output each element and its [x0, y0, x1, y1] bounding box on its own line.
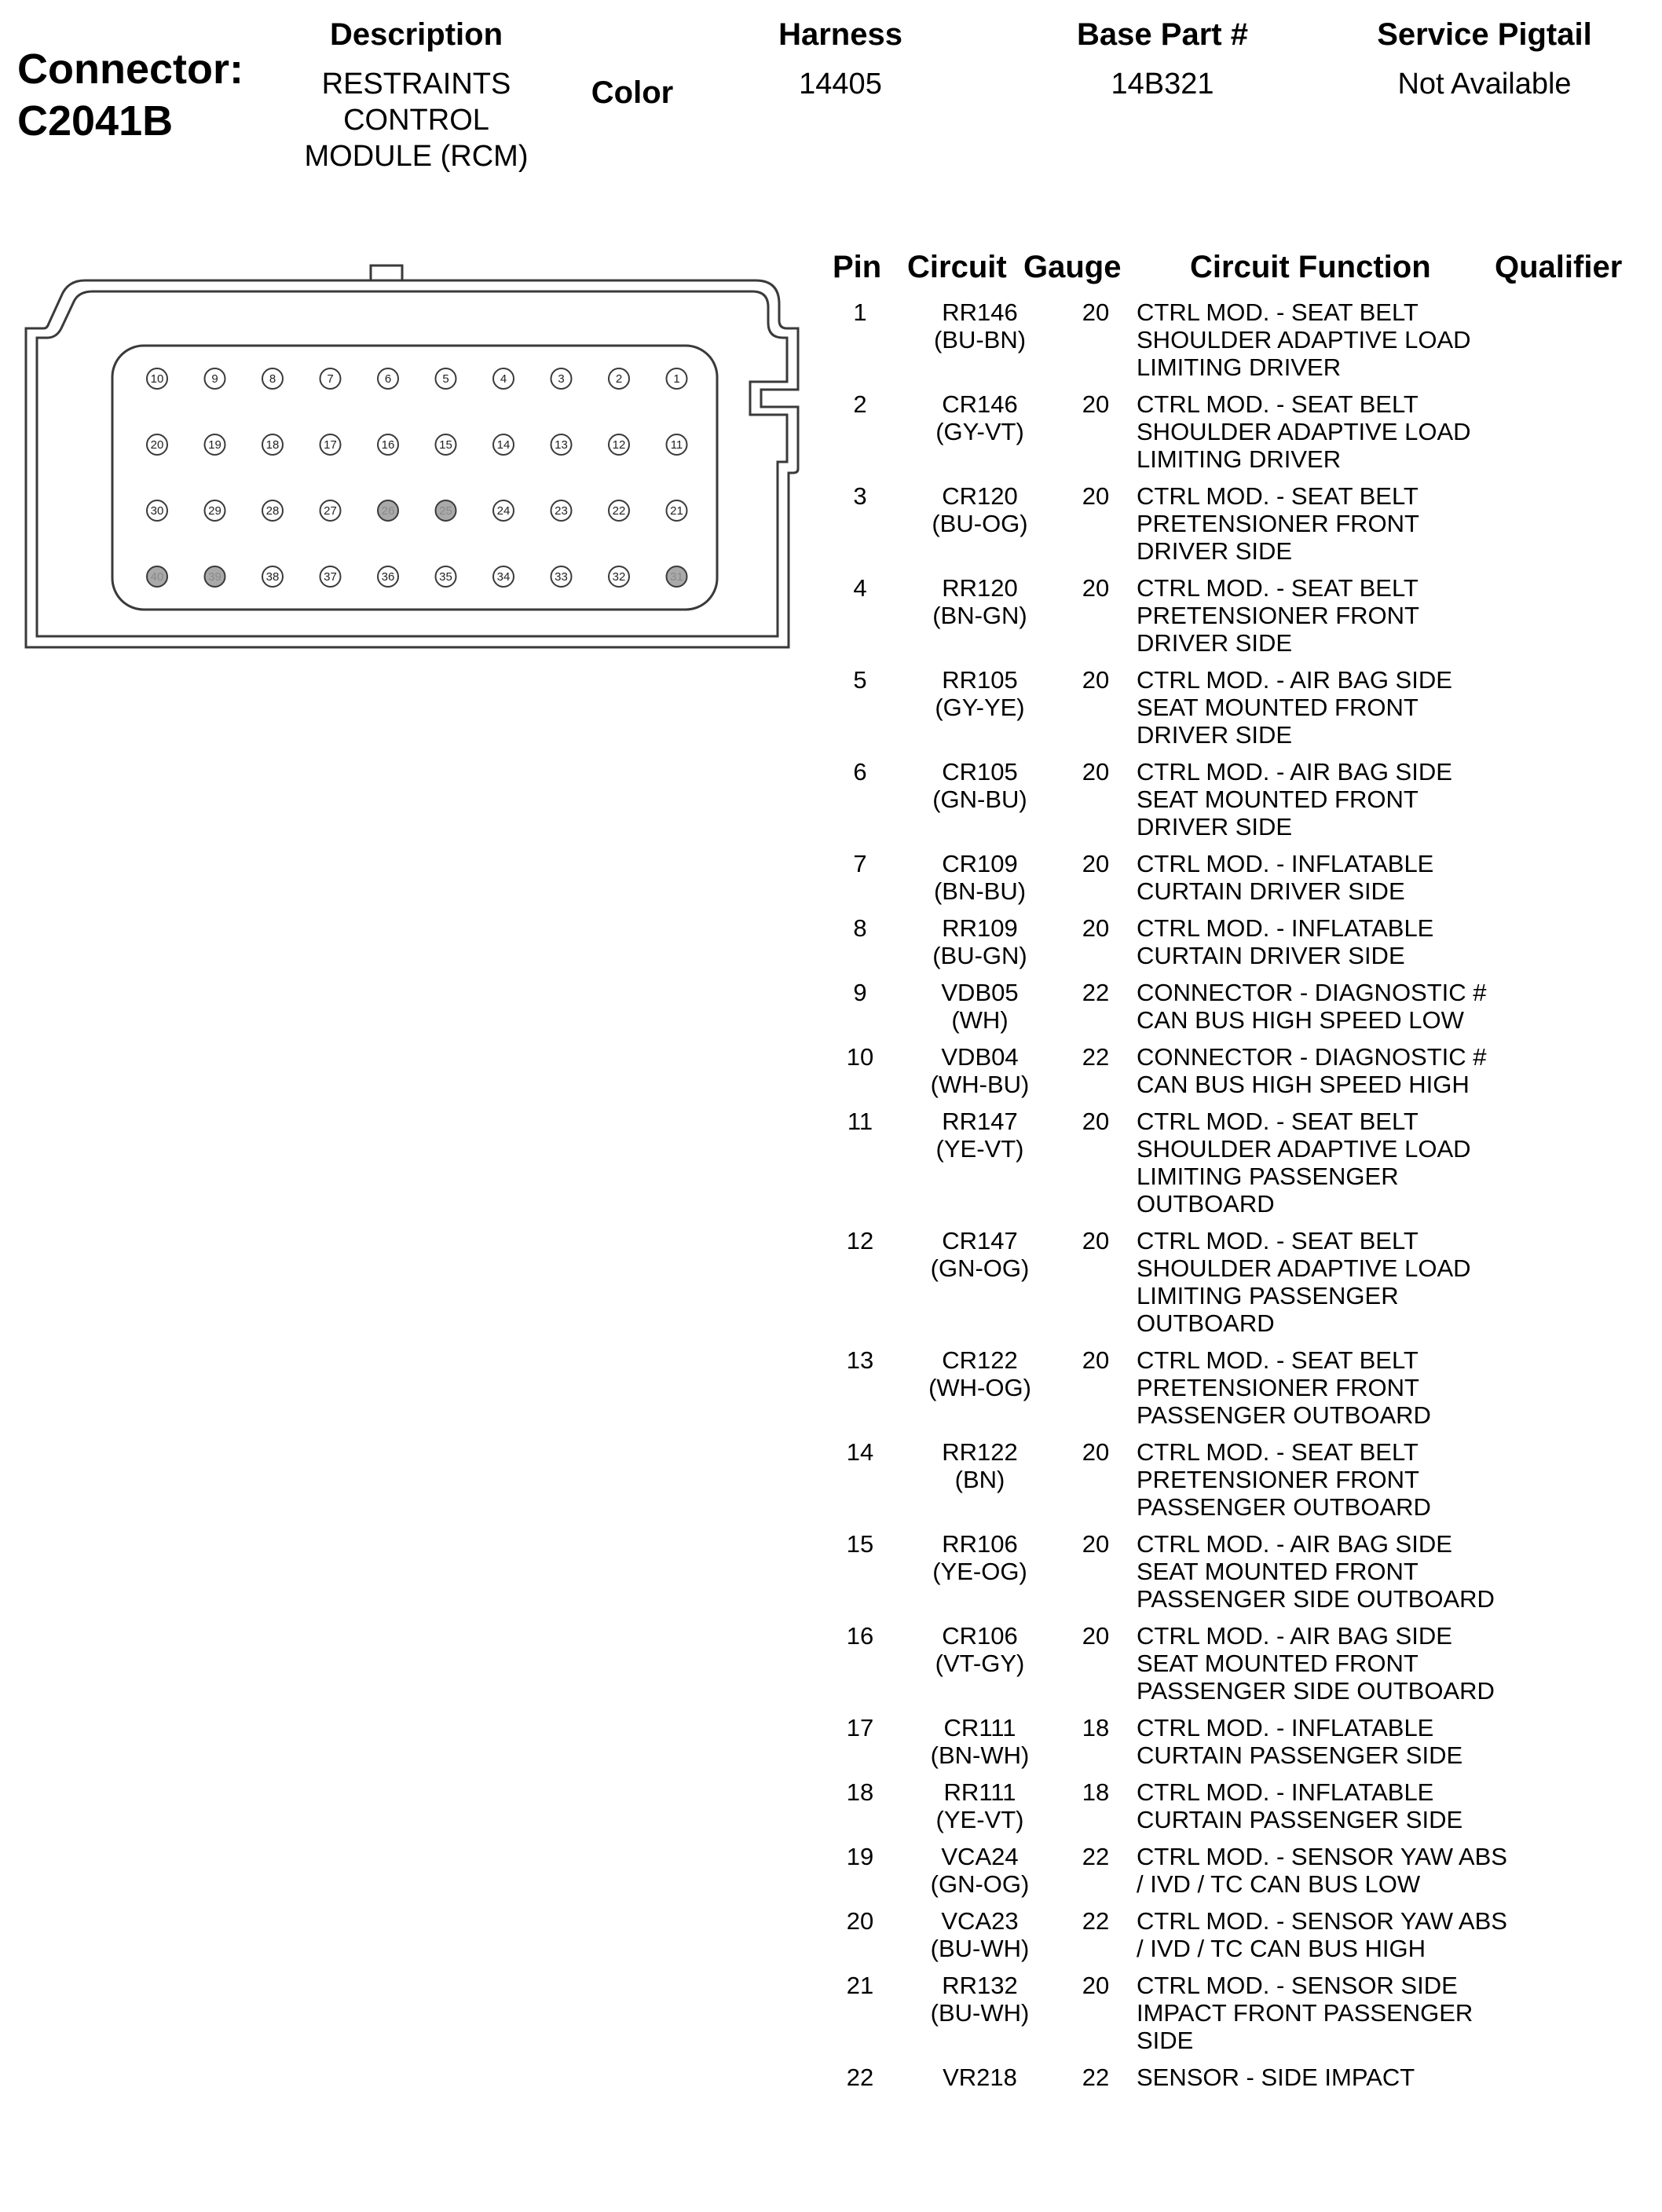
pin-number: 17 — [846, 1714, 874, 1741]
wire-color: (BU-WH) — [930, 1935, 1030, 1962]
pin-cavity-label: 15 — [439, 438, 452, 452]
connector-id: C2041B — [17, 97, 174, 145]
wire-color: (GN-BU) — [932, 786, 1027, 813]
circuit-id: RR146 — [942, 298, 1018, 326]
pin-number: 5 — [853, 666, 867, 694]
wire-color: (BN) — [954, 1466, 1005, 1493]
circuit-function: CTRL MOD. - SEAT BELT SHOULDER ADAPTIVE LOAD LIMITING PASSENGER OUTBOARD — [1137, 1227, 1471, 1337]
pin-cavity-label: 35 — [439, 570, 452, 584]
wire-color: (BU-GN) — [932, 942, 1027, 969]
pin-cavity-label: 14 — [496, 438, 511, 452]
pin-cavity-label: 24 — [496, 504, 511, 518]
pin-layer — [147, 368, 687, 587]
description-line: RESTRAINTS — [321, 68, 511, 101]
table-row — [821, 1778, 1653, 1843]
circuit-id: CR109 — [942, 850, 1018, 877]
pin-cavity-label: 29 — [208, 504, 221, 518]
wire-color: (WH-OG) — [928, 1374, 1031, 1401]
pin-cavity-label: 32 — [612, 570, 626, 584]
circuit-cell — [907, 1778, 1052, 1833]
base-part-value: 14B321 — [1111, 68, 1214, 101]
circuit-function: CTRL MOD. - SEAT BELT PRETENSIONER FRONT DRIVER SIDE — [1137, 574, 1419, 657]
table-row — [821, 298, 1653, 390]
description-value — [259, 66, 573, 174]
circuit-cell — [907, 1622, 1052, 1677]
circuit-function: CTRL MOD. - SENSOR YAW ABS / IVD / TC CAN BUS HIGH — [1137, 1907, 1507, 1962]
description-line: CONTROL — [343, 104, 489, 137]
circuit-cell — [907, 574, 1052, 629]
pin-cavity-label: 18 — [265, 438, 280, 452]
circuit-cell — [907, 914, 1052, 969]
wire-color: (BN-GN) — [932, 602, 1027, 629]
circuit-function: SENSOR - SIDE IMPACT — [1137, 2064, 1415, 2091]
gauge-value: 20 — [1082, 1438, 1110, 1466]
pin-cavity-label: 19 — [208, 438, 221, 452]
circuit-id: CR111 — [943, 1714, 1016, 1741]
gauge-value: 20 — [1082, 482, 1110, 510]
pin-number: 14 — [846, 1438, 874, 1466]
pin-number: 21 — [846, 1972, 874, 1999]
pin-number: 3 — [853, 482, 867, 510]
circuit-cell — [907, 1438, 1052, 1493]
pin-cavity-label: 20 — [150, 438, 164, 452]
circuit-id: CR105 — [942, 758, 1018, 786]
table-row — [821, 1843, 1653, 1907]
circuit-id: RR122 — [942, 1438, 1018, 1466]
circuit-cell — [907, 1714, 1052, 1769]
connector-label: Connector: — [17, 46, 243, 93]
pin-cavity-label: 28 — [265, 504, 280, 518]
circuit-function: CONNECTOR - DIAGNOSTIC # CAN BUS HIGH SPEED LOW — [1137, 979, 1487, 1034]
wire-color: (WH-BU) — [930, 1071, 1030, 1098]
pin-cavity-label: 1 — [673, 372, 680, 386]
table-row — [821, 1227, 1653, 1346]
circuit-cell — [907, 666, 1052, 721]
pin-number: 15 — [846, 1530, 874, 1558]
wire-color: (BU-OG) — [932, 510, 1028, 537]
pin-cavity-label: 16 — [381, 438, 395, 452]
pin-number: 11 — [847, 1108, 873, 1135]
pin-number: 22 — [846, 2064, 874, 2091]
pin-cavity-label: 25 — [439, 504, 452, 518]
circuit-cell — [907, 1907, 1052, 1962]
wire-color: (YE-OG) — [932, 1558, 1027, 1585]
harness-value: 14405 — [799, 68, 882, 101]
gauge-value: 18 — [1082, 1778, 1110, 1806]
pin-cavity-label: 13 — [555, 438, 568, 452]
gauge-value: 20 — [1082, 1530, 1110, 1558]
pin-number: 7 — [853, 850, 867, 877]
wire-color: (GN-OG) — [930, 1870, 1030, 1898]
gauge-value: 22 — [1082, 1907, 1110, 1935]
column-header-gauge: Gauge — [1023, 250, 1122, 284]
pin-cavity-label: 26 — [381, 504, 395, 518]
circuit-id: CR147 — [942, 1227, 1018, 1254]
wire-color: (WH) — [951, 1006, 1009, 1034]
wire-color: (GY-YE) — [935, 694, 1025, 721]
wire-color: (YE-VT) — [935, 1135, 1024, 1163]
circuit-id: RR106 — [942, 1530, 1018, 1558]
pin-cavity-label: 22 — [612, 504, 626, 518]
pin-cavity-label: 34 — [496, 570, 511, 584]
circuit-function: CTRL MOD. - SENSOR SIDE IMPACT FRONT PASSENGER SIDE — [1137, 1972, 1473, 2054]
color-header: Color — [591, 75, 674, 110]
circuit-id: CR120 — [942, 482, 1018, 510]
pin-cavity-label: 10 — [150, 372, 164, 386]
table-row — [821, 482, 1653, 574]
column-header-circuit-function: Circuit Function — [1190, 250, 1431, 284]
gauge-value: 20 — [1082, 1972, 1110, 1999]
pin-number: 8 — [853, 914, 867, 942]
table-row — [821, 2064, 1653, 2100]
pin-number: 18 — [846, 1778, 874, 1806]
circuit-function: CTRL MOD. - SEAT BELT PRETENSIONER FRONT PASSENGER OUTBOARD — [1137, 1438, 1431, 1521]
circuit-function: CTRL MOD. - AIR BAG SIDE SEAT MOUNTED FRONT DRIVER SIDE — [1137, 666, 1452, 749]
pin-number: 2 — [853, 390, 867, 418]
pin-cavity-label: 40 — [150, 570, 164, 584]
pin-cavity-label: 8 — [269, 372, 276, 386]
pin-cavity-label: 11 — [670, 438, 683, 452]
table-row — [821, 1043, 1653, 1108]
table-row — [821, 1972, 1653, 2064]
table-row — [821, 666, 1653, 758]
pin-number: 20 — [846, 1907, 874, 1935]
circuit-cell — [907, 1108, 1052, 1163]
gauge-value: 20 — [1082, 850, 1110, 877]
pin-number: 1 — [853, 298, 867, 326]
description-header: Description — [329, 17, 503, 52]
wire-color: (YE-VT) — [935, 1806, 1024, 1833]
circuit-id: CR122 — [942, 1346, 1018, 1374]
connector-latch-tab — [371, 266, 402, 280]
circuit-function: CTRL MOD. - AIR BAG SIDE SEAT MOUNTED FRONT PASSENGER SIDE OUTBOARD — [1137, 1622, 1495, 1705]
circuit-cell — [907, 1843, 1052, 1898]
circuit-id: VDB05 — [941, 979, 1019, 1006]
service-pigtail-value: Not Available — [1397, 68, 1572, 101]
table-row — [821, 390, 1653, 482]
table-row — [821, 574, 1653, 666]
circuit-cell — [907, 2064, 1052, 2091]
circuit-function: CTRL MOD. - INFLATABLE CURTAIN DRIVER SIDE — [1137, 914, 1434, 969]
circuit-function: CTRL MOD. - SEAT BELT PRETENSIONER FRONT DRIVER SIDE — [1137, 482, 1419, 565]
pin-cavity-label: 3 — [558, 372, 565, 386]
pin-cavity-label: 30 — [150, 504, 164, 518]
pin-cavity-label: 23 — [555, 504, 568, 518]
wire-color: (BN-WH) — [930, 1741, 1030, 1769]
circuit-function: CTRL MOD. - INFLATABLE CURTAIN DRIVER SIDE — [1137, 850, 1434, 905]
pin-cavity-label: 33 — [555, 570, 568, 584]
gauge-value: 20 — [1082, 390, 1110, 418]
pin-cavity-label: 2 — [615, 372, 623, 386]
gauge-value: 20 — [1082, 758, 1110, 786]
pin-number: 6 — [853, 758, 867, 786]
circuit-cell — [907, 1043, 1052, 1098]
circuit-cell — [907, 1346, 1052, 1401]
table-row — [821, 1108, 1653, 1227]
pin-number: 10 — [846, 1043, 874, 1071]
table-row — [821, 914, 1653, 979]
service-pigtail-header: Service Pigtail — [1377, 17, 1592, 52]
circuit-function: CTRL MOD. - SEAT BELT SHOULDER ADAPTIVE LOAD LIMITING DRIVER — [1137, 390, 1471, 473]
circuit-id: CR106 — [942, 1622, 1018, 1650]
pin-cavity-label: 38 — [265, 570, 280, 584]
pin-cavity-label: 9 — [211, 372, 218, 386]
table-row — [821, 1530, 1653, 1622]
circuit-function: CTRL MOD. - INFLATABLE CURTAIN PASSENGER SIDE — [1137, 1714, 1463, 1769]
circuit-id: VCA24 — [941, 1843, 1019, 1870]
base-part-header: Base Part # — [1077, 17, 1248, 52]
circuit-id: RR120 — [942, 574, 1018, 602]
circuit-function: CTRL MOD. - AIR BAG SIDE SEAT MOUNTED FRONT PASSENGER SIDE OUTBOARD — [1137, 1530, 1495, 1613]
circuit-cell — [907, 758, 1052, 813]
gauge-value: 20 — [1082, 1346, 1110, 1374]
pin-number: 16 — [846, 1622, 874, 1650]
circuit-function: CTRL MOD. - AIR BAG SIDE SEAT MOUNTED FRONT DRIVER SIDE — [1137, 758, 1452, 840]
pin-cavity-label: 7 — [327, 372, 334, 386]
connector-title — [17, 43, 243, 147]
circuit-id: RR132 — [942, 1972, 1018, 1999]
column-header-pin: Pin — [833, 250, 882, 284]
pin-cavity-label: 39 — [208, 570, 221, 584]
gauge-value: 20 — [1082, 1108, 1110, 1135]
column-header-qualifier: Qualifier — [1495, 250, 1623, 284]
circuit-id: VR218 — [943, 2064, 1017, 2091]
pin-cavity-label: 17 — [324, 438, 337, 452]
pin-cavity-label: 27 — [324, 504, 337, 518]
circuit-cell — [907, 1972, 1052, 2027]
pin-number: 19 — [846, 1843, 874, 1870]
pin-number: 9 — [853, 979, 867, 1006]
table-row — [821, 1714, 1653, 1778]
pin-cavity-label: 36 — [381, 570, 395, 584]
pin-cavity-label: 12 — [612, 438, 626, 452]
table-row — [821, 850, 1653, 914]
table-row — [821, 1622, 1653, 1714]
circuit-cell — [907, 1227, 1052, 1282]
table-row — [821, 1438, 1653, 1530]
circuit-cell — [907, 298, 1052, 353]
pin-number: 12 — [846, 1227, 874, 1254]
gauge-value: 20 — [1082, 574, 1110, 602]
table-row — [821, 1907, 1653, 1972]
circuit-id: CR146 — [942, 390, 1018, 418]
circuit-function: CONNECTOR - DIAGNOSTIC # CAN BUS HIGH SPEED HIGH — [1137, 1043, 1487, 1098]
harness-header: Harness — [778, 17, 902, 52]
circuit-id: RR111 — [943, 1778, 1016, 1806]
circuit-function: CTRL MOD. - SEAT BELT PRETENSIONER FRONT PASSENGER OUTBOARD — [1137, 1346, 1431, 1429]
gauge-value: 20 — [1082, 666, 1110, 694]
circuit-cell — [907, 390, 1052, 445]
circuit-id: RR109 — [942, 914, 1018, 942]
pin-cavity-label: 4 — [500, 372, 507, 386]
pin-number: 13 — [846, 1346, 874, 1374]
wire-color: (BU-BN) — [933, 326, 1027, 353]
pin-cavity-label: 5 — [442, 372, 449, 386]
wire-color: (GY-VT) — [935, 418, 1024, 445]
column-header-circuit: Circuit — [907, 250, 1007, 284]
pin-cavity-label: 31 — [670, 570, 683, 584]
gauge-value: 18 — [1082, 1714, 1110, 1741]
gauge-value: 22 — [1082, 1843, 1110, 1870]
circuit-cell — [907, 850, 1052, 905]
pin-cavity-label: 21 — [670, 504, 683, 518]
circuit-cell — [907, 1530, 1052, 1585]
gauge-value: 20 — [1082, 914, 1110, 942]
gauge-value: 22 — [1082, 979, 1110, 1006]
circuit-cell — [907, 979, 1052, 1034]
gauge-value: 20 — [1082, 1227, 1110, 1254]
circuit-function: CTRL MOD. - INFLATABLE CURTAIN PASSENGER SIDE — [1137, 1778, 1463, 1833]
circuit-id: RR105 — [942, 666, 1018, 694]
wire-color: (VT-GY) — [935, 1650, 1025, 1677]
circuit-id: VDB04 — [941, 1043, 1019, 1071]
circuit-function: CTRL MOD. - SEAT BELT SHOULDER ADAPTIVE LOAD LIMITING DRIVER — [1137, 298, 1471, 381]
pin-cavity-label: 6 — [384, 372, 392, 386]
circuit-id: RR147 — [942, 1108, 1018, 1135]
circuit-function: CTRL MOD. - SEAT BELT SHOULDER ADAPTIVE LOAD LIMITING PASSENGER OUTBOARD — [1137, 1108, 1471, 1218]
wire-color: (BN-BU) — [933, 877, 1027, 905]
wire-color: (GN-OG) — [930, 1254, 1030, 1282]
pin-cavity-label: 37 — [324, 570, 337, 584]
gauge-value: 22 — [1082, 2064, 1110, 2091]
connector-outer-shell — [26, 280, 798, 647]
description-line: MODULE (RCM) — [304, 140, 529, 173]
wire-color: (BU-WH) — [930, 1999, 1030, 2027]
pin-number: 4 — [853, 574, 867, 602]
gauge-value: 20 — [1082, 1622, 1110, 1650]
table-row — [821, 979, 1653, 1043]
circuit-cell — [907, 482, 1052, 537]
pinout-rows — [821, 298, 1653, 2100]
gauge-value: 22 — [1082, 1043, 1110, 1071]
table-row — [821, 1346, 1653, 1438]
table-row — [821, 758, 1653, 850]
gauge-value: 20 — [1082, 298, 1110, 326]
circuit-function: CTRL MOD. - SENSOR YAW ABS / IVD / TC CAN BUS LOW — [1137, 1843, 1507, 1898]
connector-face-diagram — [0, 236, 817, 691]
circuit-id: VCA23 — [941, 1907, 1019, 1935]
